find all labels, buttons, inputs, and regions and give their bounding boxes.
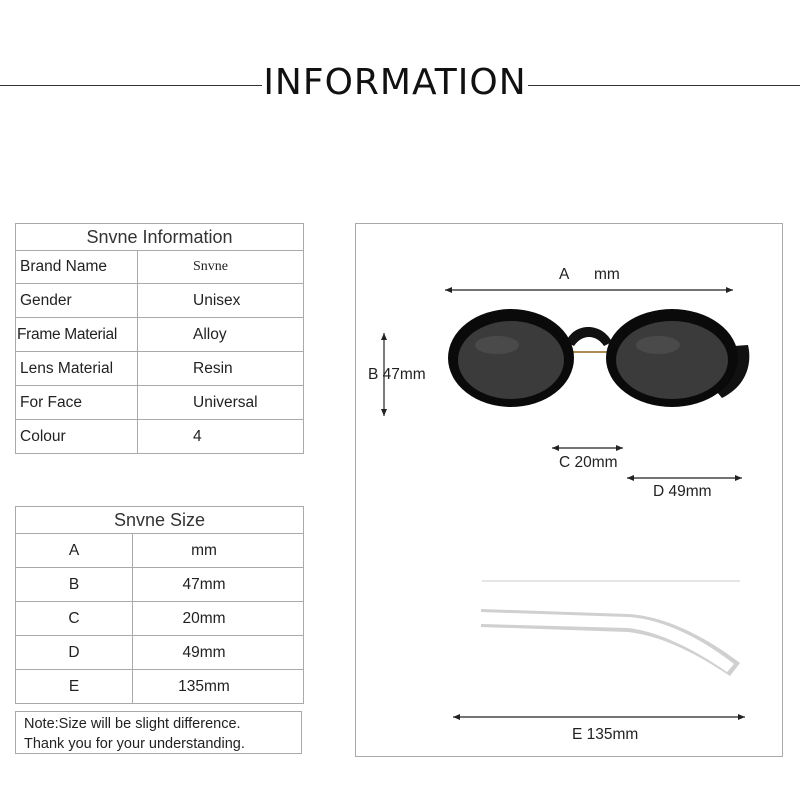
gender-value: Unisex [138,284,304,318]
page-title: INFORMATION [263,62,527,103]
size-c-label: C [16,602,133,636]
frame-material-value: Alloy [138,318,304,352]
lens-material-value: Resin [138,352,304,386]
dimension-b-label: B 47mm [368,366,426,383]
size-d-label: D [16,636,133,670]
size-b-value: 47mm [133,568,304,602]
note-line-2: Thank you for your understanding. [24,736,245,752]
info-table-title: Snvne Information [16,224,304,251]
dimension-e-label: E 135mm [572,726,639,743]
lens-material-label: Lens Material [16,352,138,386]
dimension-d-label: D 49mm [653,483,712,500]
size-a-value: mm [133,534,304,568]
for-face-value: Universal [138,386,304,420]
dimension-c-label: C 20mm [559,454,618,471]
for-face-label: For Face [16,386,138,420]
brand-name-label: Brand Name [16,251,138,284]
size-e-label: E [16,670,133,704]
dimension-a-unit: mm [594,266,620,283]
note-line-1: Note:Size will be slight difference. [24,716,241,732]
sunglasses-temple-icon [481,581,740,676]
size-b-label: B [16,568,133,602]
dimension-a-label: A [559,266,570,283]
frame-material-label: Frame Material [16,318,138,352]
sunglasses-front-icon [448,309,749,407]
colour-label: Colour [16,420,138,454]
size-a-label: A [16,534,133,568]
colour-value: 4 [138,420,304,454]
gender-label: Gender [16,284,138,318]
size-table-title: Snvne Size [16,507,304,534]
size-c-value: 20mm [133,602,304,636]
brand-name-value: Snvne [138,251,304,284]
size-e-value: 135mm [133,670,304,704]
size-d-value: 49mm [133,636,304,670]
